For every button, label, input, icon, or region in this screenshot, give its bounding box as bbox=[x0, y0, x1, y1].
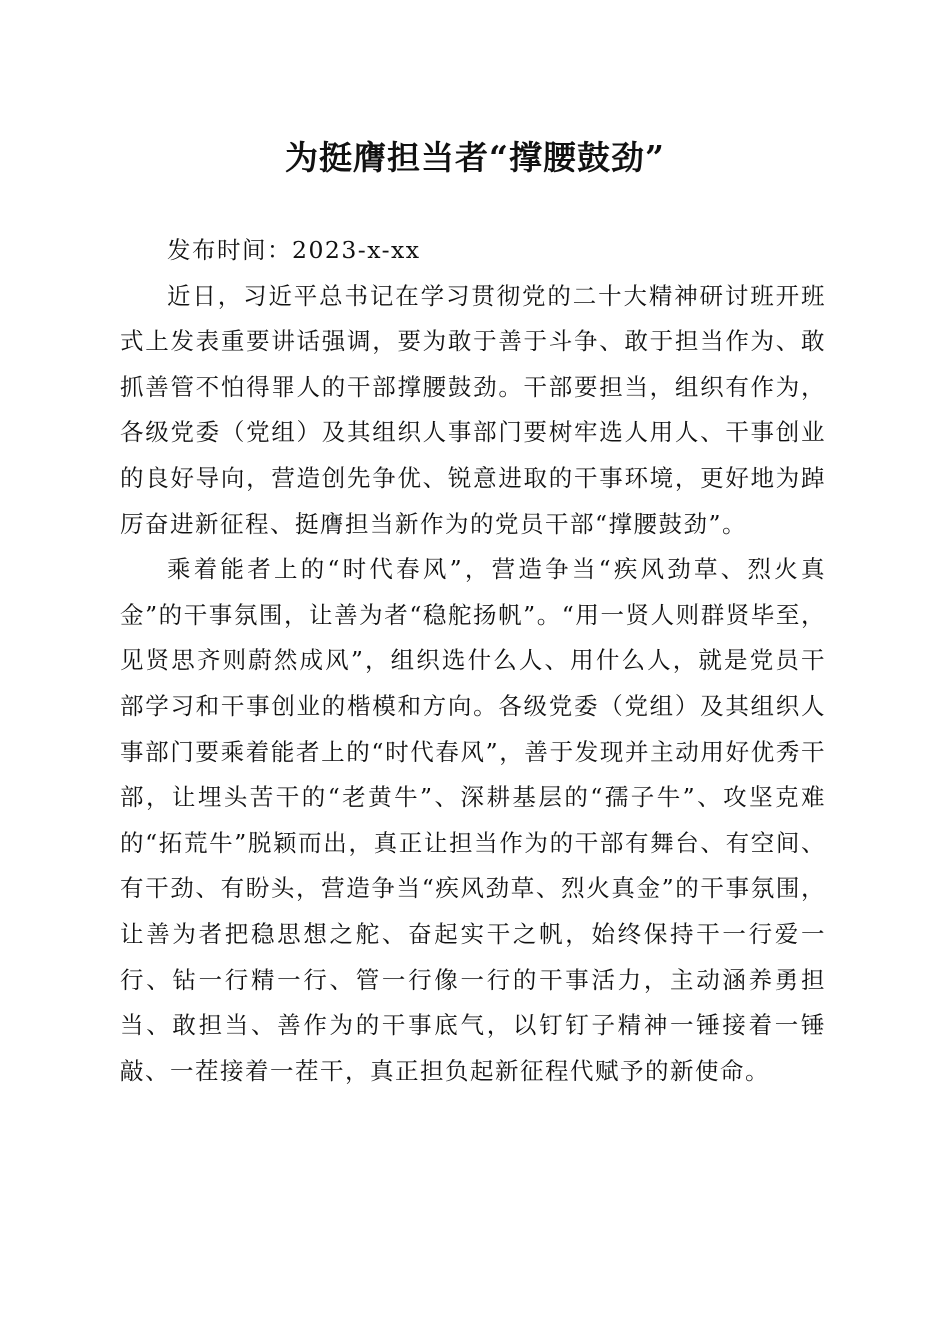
publish-date: 发布时间：2023-x-xx bbox=[167, 236, 421, 264]
paragraph-2: 乘着能者上的“时代春风”，营造争当“疾风劲草、烈火真金”的干事氛围，让善为者“稳舵扬帆”。“用一贤人则群贤毕至，见贤思齐则蔚然成风”，组织选什么人、用什么人，就是党员干部学习和干事创业的楷模和方向。各级党委（党组）及其组织人事部门要乘着能者上的“时代春风”，善于发现并主动用好优秀干部，让埋头苦干的“老黄牛”、深耕基层的“孺子牛”、攻坚克难的“拓荒牛”脱颖而出，真正让担当作为的干部有舞台、有空间、有干劲、有盼头，营造争当“疾风劲草、烈火真金”的干事氛围，让善为者把稳思想之舵、奋起实干之帆，始终保持干一行爱一行、钻一行精一行、管一行像一行的干事活力，主动涵养勇担当、敢担当、善作为的干事底气，以钉钉子精神一锤接着一锤敲、一茬接着一茬干，真正担负起新征程代赋予的新使命。 bbox=[120, 555, 826, 1085]
document-body bbox=[120, 228, 826, 1094]
paragraph-1: 近日，习近平总书记在学习贯彻党的二十大精神研讨班开班式上发表重要讲话强调，要为敢于善于斗争、敢于担当作为、敢抓善管不怕得罪人的干部撑腰鼓劲。干部要担当，组织有作为，各级党委（党组）及其组织人事部门要树牢选人用人、干事创业的良好导向，营造创先争优、锐意进取的干事环境，更好地为踔厉奋进新征程、挺膺担当新作为的党员干部“撑腰鼓劲”。 bbox=[120, 281, 826, 538]
document-title: 为挺膺担当者“撑腰鼓劲” bbox=[285, 138, 665, 177]
